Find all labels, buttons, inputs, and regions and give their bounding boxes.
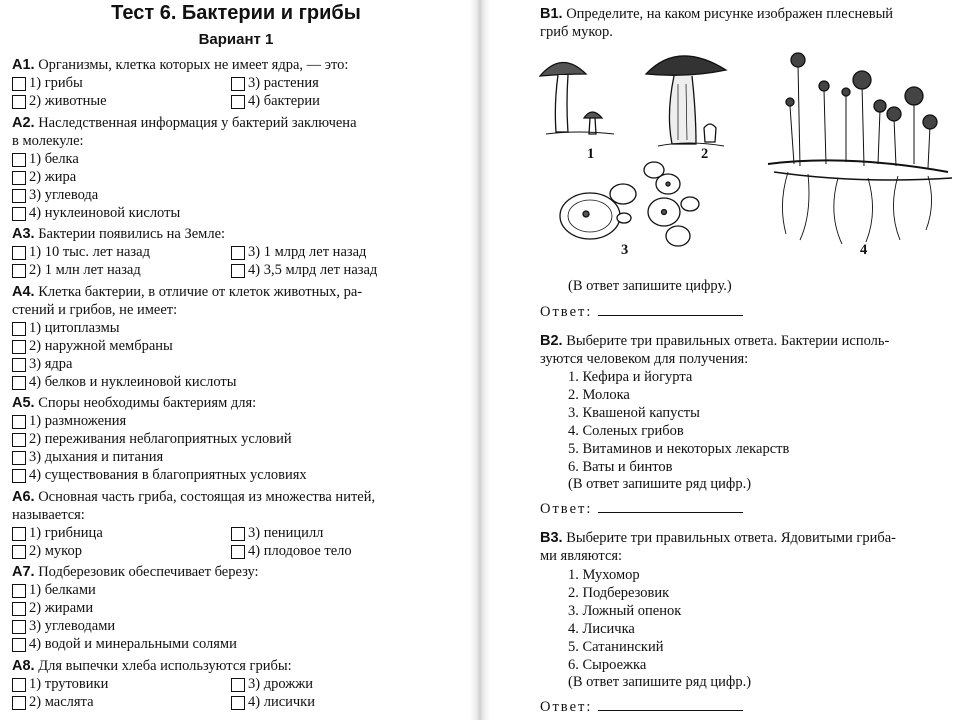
option-b3-1: 1. Мухомор (568, 567, 640, 583)
question-text: Для выпечки хлеба используются грибы: (34, 658, 292, 674)
option-a1-1[interactable] (12, 75, 83, 92)
option-a6-3[interactable] (231, 525, 323, 542)
option-label: 2) маслята (29, 694, 94, 710)
checkbox[interactable] (12, 358, 26, 372)
question-number: А6. (12, 489, 35, 505)
question-number: А5. (12, 395, 35, 411)
checkbox[interactable] (12, 584, 26, 598)
question-a4-cont: стений и грибов, не имеет: (12, 302, 178, 318)
option-label: 4) бактерии (248, 93, 320, 109)
option-a7-2[interactable] (12, 600, 93, 617)
option-label: 4) 3,5 млрд лет назад (248, 262, 378, 278)
option-label: 1) трутовики (29, 676, 109, 692)
option-a4-3[interactable] (12, 356, 72, 373)
question-a3 (12, 226, 225, 243)
checkbox[interactable] (231, 246, 245, 260)
option-label: 2) животные (29, 93, 107, 109)
yeast-cells-icon (560, 162, 699, 246)
question-number: А1. (12, 57, 35, 73)
checkbox[interactable] (12, 207, 26, 221)
question-number: В1. (540, 6, 563, 22)
option-label: 1) 10 тыс. лет назад (29, 244, 150, 260)
question-b1-cont: гриб мукор. (540, 24, 613, 40)
option-a6-2[interactable] (12, 543, 82, 560)
question-b1 (540, 6, 893, 23)
option-label: 1) грибница (29, 525, 103, 541)
option-label: 4) лисички (248, 694, 315, 710)
option-label: 3) 1 млрд лет назад (248, 244, 367, 260)
question-a8 (12, 658, 292, 675)
option-b3-6: 6. Сыроежка (568, 657, 647, 673)
option-label: 3) дыхания и питания (29, 449, 164, 465)
checkbox[interactable] (12, 415, 26, 429)
hint-b1: (В ответ запишите цифру.) (568, 278, 732, 294)
picture-number-4: 4 (860, 242, 868, 258)
checkbox[interactable] (12, 602, 26, 616)
option-b2-5: 5. Витаминов и некоторых лекарств (568, 441, 790, 457)
checkbox[interactable] (12, 433, 26, 447)
option-a8-1[interactable] (12, 676, 108, 693)
option-label: 4) существования в благоприятных условиях (29, 467, 307, 483)
option-b3-3: 3. Ложный опенок (568, 603, 682, 619)
option-b2-2: 2. Молока (568, 387, 630, 403)
checkbox[interactable] (12, 153, 26, 167)
question-text: Клетка бактерии, в отличие от клеток животных, ра- (34, 284, 363, 300)
option-a6-1[interactable] (12, 525, 103, 542)
option-label: 1) белками (29, 582, 96, 598)
checkbox[interactable] (12, 95, 26, 109)
option-a5-1[interactable] (12, 413, 126, 430)
option-b3-2: 2. Подберезовик (568, 585, 670, 601)
option-a2-4[interactable] (12, 205, 180, 222)
answer-b2 (540, 500, 743, 518)
option-a3-1[interactable] (12, 244, 150, 261)
option-a5-4[interactable] (12, 467, 307, 484)
question-number: А4. (12, 284, 35, 300)
option-b3-5: 5. Сатанинский (568, 639, 664, 655)
option-label: 2) переживания неблагоприятных условий (29, 431, 292, 447)
question-text: Бактерии появились на Земле: (34, 226, 226, 242)
question-b3-cont: ми являются: (540, 548, 623, 564)
checkbox[interactable] (12, 171, 26, 185)
variant-label: Вариант 1 (198, 31, 274, 48)
answer-label: Ответ: (540, 304, 593, 320)
option-a6-4[interactable] (231, 543, 352, 560)
option-label: 4) белков и нуклеиновой кислоты (29, 374, 237, 390)
option-a8-4[interactable] (231, 694, 315, 711)
question-a6-cont: называется: (12, 507, 85, 523)
question-text: Выберите три правильных ответа. Бактерии исполь- (562, 333, 890, 349)
checkbox[interactable] (12, 545, 26, 559)
option-label: 2) 1 млн лет назад (29, 262, 141, 278)
option-label: 4) водой и минеральными солями (29, 636, 237, 652)
question-number: В3. (540, 530, 563, 546)
book-spine (470, 0, 490, 720)
answer-field[interactable] (598, 500, 743, 513)
question-a2-cont: в молекуле: (12, 133, 84, 149)
question-a1 (12, 57, 348, 74)
option-a7-1[interactable] (12, 582, 96, 599)
option-label: 3) углевода (29, 187, 99, 203)
picture-number-1: 1 (587, 146, 595, 162)
option-a1-2[interactable] (12, 93, 107, 110)
hint-b2: (В ответ запишите ряд цифр.) (568, 476, 752, 492)
checkbox[interactable] (231, 264, 245, 278)
mucor-mold-icon (768, 53, 952, 244)
option-label: 1) размножения (29, 413, 127, 429)
question-number: А7. (12, 564, 35, 580)
option-label: 1) грибы (29, 75, 83, 91)
checkbox[interactable] (12, 620, 26, 634)
option-a8-2[interactable] (12, 694, 94, 711)
question-number: А3. (12, 226, 35, 242)
option-b2-6: 6. Ваты и бинтов (568, 459, 673, 475)
hint-b3: (В ответ запишите ряд цифр.) (568, 674, 752, 690)
option-b2-3: 3. Квашеной капусты (568, 405, 700, 421)
option-label: 3) ядра (29, 356, 73, 372)
checkbox[interactable] (231, 77, 245, 91)
checkbox[interactable] (12, 246, 26, 260)
checkbox[interactable] (12, 340, 26, 354)
option-a8-3[interactable] (231, 676, 313, 693)
option-label: 2) жирами (29, 600, 94, 616)
option-label: 1) цитоплазмы (29, 320, 120, 336)
option-a4-4[interactable] (12, 374, 236, 391)
option-a4-2[interactable] (12, 338, 173, 355)
option-b2-4: 4. Соленых грибов (568, 423, 684, 439)
question-a2 (12, 115, 357, 132)
option-label: 4) плодовое тело (248, 543, 352, 559)
checkbox[interactable] (12, 264, 26, 278)
question-text: Споры необходимы бактериям для: (34, 395, 257, 411)
mushroom-small-icon (540, 62, 614, 134)
picture-number-2: 2 (701, 146, 709, 162)
checkbox[interactable] (231, 527, 245, 541)
option-b3-4: 4. Лисичка (568, 621, 635, 637)
left-page (0, 0, 472, 720)
option-a2-3[interactable] (12, 187, 98, 204)
option-label: 3) дрожжи (248, 676, 314, 692)
checkbox[interactable] (231, 678, 245, 692)
checkbox[interactable] (12, 678, 26, 692)
question-a7 (12, 564, 259, 581)
checkbox[interactable] (12, 638, 26, 652)
answer-b1 (540, 303, 743, 321)
checkbox[interactable] (231, 696, 245, 710)
option-a2-1[interactable] (12, 151, 79, 168)
answer-label: Ответ: (540, 699, 593, 715)
option-a3-2[interactable] (12, 262, 141, 279)
question-b3 (540, 530, 896, 547)
checkbox[interactable] (12, 189, 26, 203)
option-label: 2) наружной мембраны (29, 338, 173, 354)
question-text: Выберите три правильных ответа. Ядовитыми гриба- (562, 530, 897, 546)
option-b2-1: 1. Кефира и йогурта (568, 369, 693, 385)
test-title: Тест 6. Бактерии и грибы (111, 2, 361, 24)
question-text: Наследственная информация у бактерий заключена (34, 115, 357, 131)
question-text: Определите, на каком рисунке изображен плесневый (562, 6, 894, 22)
option-label: 2) мукор (29, 543, 82, 559)
checkbox[interactable] (12, 527, 26, 541)
question-b2 (540, 333, 889, 350)
question-number: А8. (12, 658, 35, 674)
option-a1-3[interactable] (231, 75, 319, 92)
option-a1-4[interactable] (231, 93, 320, 110)
option-label: 2) жира (29, 169, 77, 185)
option-label: 3) растения (248, 75, 319, 91)
option-a7-3[interactable] (12, 618, 115, 635)
question-text: Подберезовик обеспечивает березу: (34, 564, 259, 580)
checkbox[interactable] (231, 545, 245, 559)
question-a6 (12, 489, 375, 506)
answer-field[interactable] (598, 698, 743, 711)
answer-label: Ответ: (540, 501, 593, 517)
question-number: В2. (540, 333, 563, 349)
option-label: 3) пеницилл (248, 525, 324, 541)
question-a4 (12, 284, 362, 301)
option-a5-3[interactable] (12, 449, 163, 466)
option-label: 3) углеводами (29, 618, 116, 634)
checkbox[interactable] (12, 451, 26, 465)
question-a5 (12, 395, 256, 412)
checkbox[interactable] (12, 376, 26, 390)
checkbox[interactable] (12, 469, 26, 483)
option-a5-2[interactable] (12, 431, 292, 448)
boletus-mushroom-icon (646, 56, 726, 146)
question-number: А2. (12, 115, 35, 131)
question-b2-cont: зуются человеком для получения: (540, 351, 749, 367)
question-text: Организмы, клетка которых не имеет ядра, — это: (34, 57, 349, 73)
picture-number-3: 3 (621, 242, 629, 258)
question-text: Основная часть гриба, состоящая из множества нитей, (34, 489, 376, 505)
checkbox[interactable] (12, 77, 26, 91)
option-a4-1[interactable] (12, 320, 120, 337)
option-label: 4) нуклеиновой кислоты (29, 205, 181, 221)
right-page (488, 0, 960, 720)
checkbox[interactable] (231, 95, 245, 109)
option-a3-3[interactable] (231, 244, 366, 261)
option-a7-4[interactable] (12, 636, 237, 653)
checkbox[interactable] (12, 696, 26, 710)
option-a2-2[interactable] (12, 169, 76, 186)
answer-field[interactable] (598, 303, 743, 316)
checkbox[interactable] (12, 322, 26, 336)
option-label: 1) белка (29, 151, 79, 167)
answer-b3 (540, 698, 743, 716)
option-a3-4[interactable] (231, 262, 377, 279)
